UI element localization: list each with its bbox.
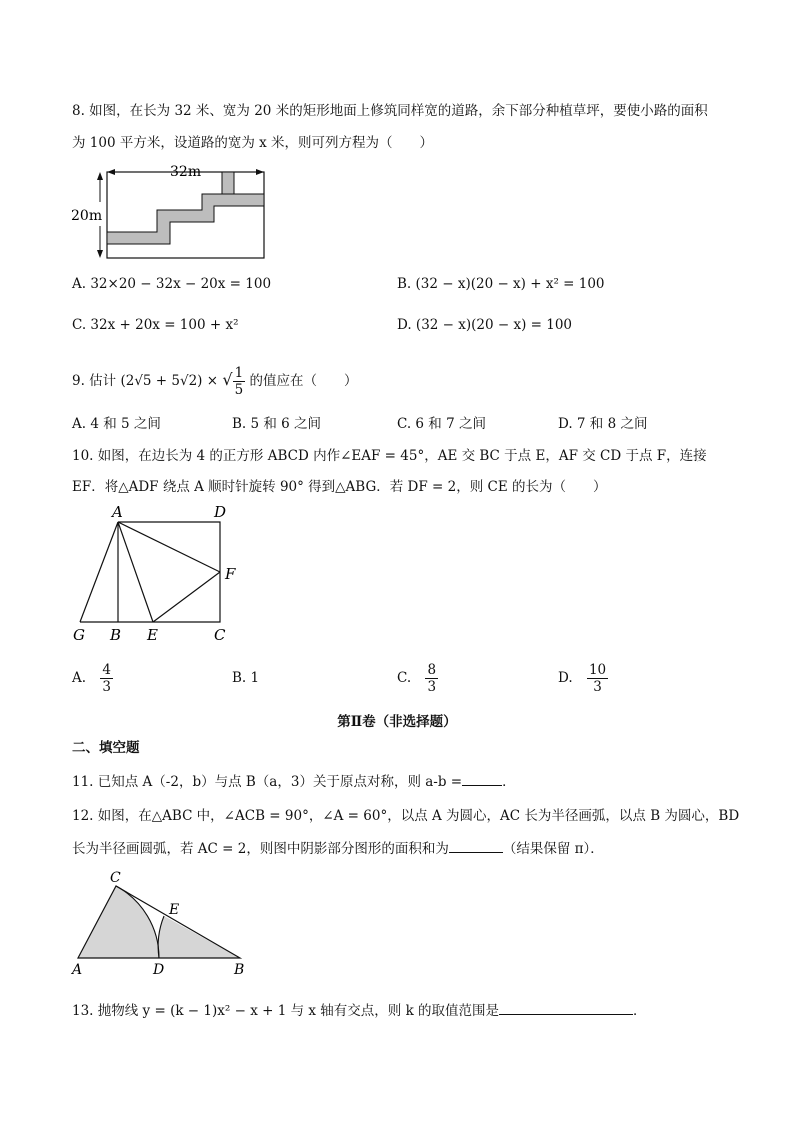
q8-option-a: A. 32×20 − 32x − 20x = 100 [72, 276, 272, 292]
q10-option-a-den: 3 [102, 679, 111, 695]
q8-road-shape [107, 194, 264, 244]
q13-text: 13. 抛物线 y = (k − 1)x² − x + 1 与 x 轴有交点，则 k 的取值范围是 [72, 1003, 500, 1019]
q9-frac-num: 1 [234, 365, 244, 381]
q10-option-c-label: C. [397, 670, 412, 686]
q12-line2 [72, 838, 604, 859]
q13-answer-blank[interactable] [499, 1000, 633, 1015]
q10-option-d-label: D. [558, 670, 573, 686]
q13-end: ． [633, 1003, 647, 1019]
q12-line1: 12. 如图，在△ABC 中，∠ACB = 90°，∠A = 60°，以点 A 为圆心，AC 长为半径画弧，以点 B 为圆心，BD [72, 808, 740, 824]
q9-option-b: B. 5 和 6 之间 [232, 416, 322, 432]
q10-line1: 10. 如图，在边长为 4 的正方形 ABCD 内作∠EAF = 45°，AE 交 BC 于点 E，AF 交 CD 于点 F，连接 [72, 448, 707, 464]
q9-frac-den: 5 [234, 382, 244, 398]
q8-option-b: B. (32 − x)(20 − x) + x² = 100 [397, 276, 605, 292]
q10-option-d-den: 3 [593, 679, 602, 695]
q11-answer-blank[interactable] [462, 771, 502, 786]
q11-stem [72, 771, 516, 792]
q10-option-c-fraction [425, 662, 438, 695]
q12-label-d: D [153, 962, 165, 978]
q10-label-b: B [110, 626, 122, 644]
q10-line2: EF．将△ADF 绕点 A 顺时针旋转 90° 得到△ABG．若 DF = 2，则 CE 的长为（ ） [72, 479, 607, 495]
q9-prefix: 9. 估计 (2√5 + 5√2) × [72, 373, 223, 389]
q8-width-label: 32m [170, 164, 202, 180]
q12-label-b: B [234, 962, 245, 978]
part-title: 二、填空题 [72, 740, 140, 756]
q8-line1: 8. 如图，在长为 32 米、宽为 20 米的矩形地面上修筑同样宽的道路，余下部分种植草坪，要使小路的面积 [72, 103, 708, 119]
q8-line2: 为 100 平方米，设道路的宽为 x 米，则可列方程为（ ） [72, 135, 434, 151]
q10-option-d [558, 660, 608, 696]
q12-figure [70, 868, 260, 980]
q10-label-d: D [214, 503, 227, 521]
q9-stem: 9. 估计 (2√5 + 5√2) × √ $\frac{1}{5}$ 的值应在（ ） [72, 365, 358, 398]
q8-option-c: C. 32x + 20x = 100 + x² [72, 317, 239, 333]
q10-option-a-num: 4 [102, 662, 111, 678]
q10-label-a: A [112, 503, 123, 521]
q12-label-c: C [110, 870, 121, 886]
q10-option-c [397, 660, 438, 696]
q10-label-f: F [225, 565, 236, 583]
q10-figure [70, 500, 250, 646]
q8-road-vertical [222, 172, 234, 194]
q12-shade-sector-b [158, 916, 240, 958]
q12-label-e: E [169, 902, 180, 918]
q10-option-a-label: A. [72, 670, 87, 686]
q10-option-a [72, 660, 113, 696]
q11-end: ． [502, 774, 516, 790]
q10-option-b: B. 1 [232, 670, 260, 686]
q10-option-c-num: 8 [427, 662, 437, 678]
q10-label-c: C [214, 626, 226, 644]
q12-shade-sector-a [78, 886, 159, 958]
q13-stem [72, 1000, 647, 1021]
q12-line2-text: 长为半径画圆弧，若 AC = 2，则图中阴影部分图形的面积和为 [72, 841, 449, 857]
q9-suffix: 的值应在（ ） [245, 373, 358, 389]
q10-label-e: E [147, 626, 158, 644]
q9-fraction [233, 365, 246, 398]
q12-line2-end: （结果保留 π）． [502, 841, 604, 857]
q12-label-a: A [72, 962, 83, 978]
q12-answer-blank[interactable] [449, 838, 503, 853]
q9-option-d: D. 7 和 8 之间 [558, 416, 648, 432]
section-title: 第Ⅱ卷（非选择题） [337, 714, 457, 730]
q11-text: 11. 已知点 A（-2，b）与点 B（a，3）关于原点对称，则 a-b = [72, 774, 463, 790]
q8-figure [70, 160, 270, 262]
q10-option-d-fraction [587, 662, 608, 695]
q9-option-c: C. 6 和 7 之间 [397, 416, 486, 432]
q9-option-a: A. 4 和 5 之间 [72, 416, 161, 432]
q10-option-a-fraction [100, 662, 113, 695]
q10-option-d-num: 10 [588, 662, 607, 678]
q8-height-label: 20m [71, 208, 103, 224]
q8-option-d: D. (32 − x)(20 − x) = 100 [397, 317, 573, 333]
q10-option-c-den: 3 [427, 679, 437, 695]
q10-label-g: G [73, 626, 85, 644]
